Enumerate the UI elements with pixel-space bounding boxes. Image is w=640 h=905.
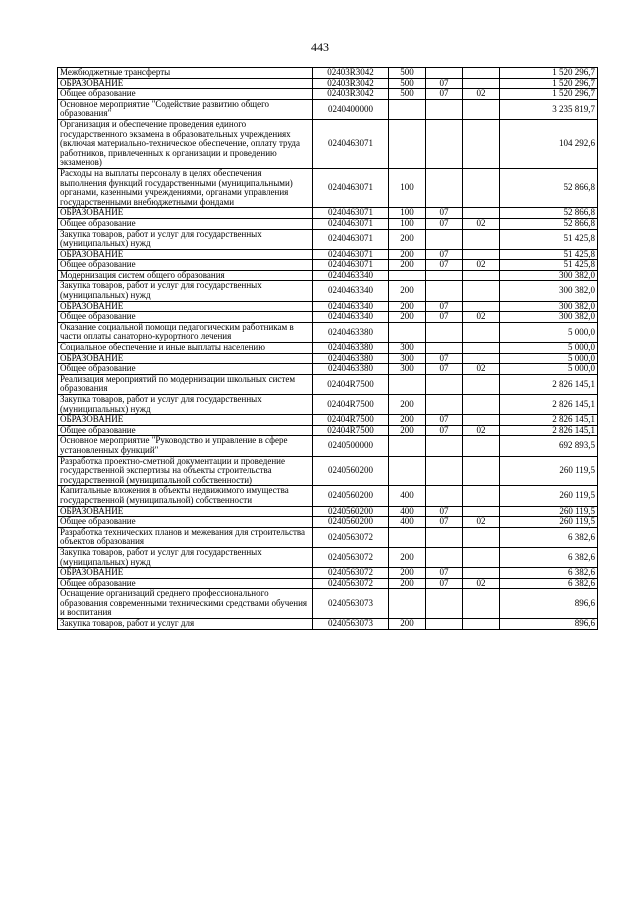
row-name-cell: ОБРАЗОВАНИЕ <box>58 506 313 517</box>
amount-cell: 5 000,0 <box>500 322 598 342</box>
expense-type-cell <box>389 99 426 119</box>
expense-type-cell: 400 <box>389 517 426 528</box>
row-name-cell: Социальное обеспечение и иные выплаты населению <box>58 343 313 354</box>
row-name-cell: Закупка товаров, работ и услуг для государственных (муниципальных) нужд <box>58 229 313 249</box>
table-row <box>58 395 598 415</box>
target-article-cell: 0240563072 <box>313 527 389 547</box>
expense-type-cell <box>389 322 426 342</box>
expense-type-cell: 200 <box>389 395 426 415</box>
amount-cell: 5 000,0 <box>500 364 598 375</box>
table-row <box>58 506 598 517</box>
table-row <box>58 589 598 619</box>
table-row <box>58 218 598 229</box>
subsection-cell <box>463 547 500 567</box>
row-name-cell: ОБРАЗОВАНИЕ <box>58 249 313 260</box>
expense-type-cell: 500 <box>389 89 426 100</box>
section-cell <box>426 99 463 119</box>
table-row <box>58 229 598 249</box>
page-number: 443 <box>311 40 329 54</box>
table-row <box>58 343 598 354</box>
amount-cell: 260 119,5 <box>500 486 598 506</box>
subsection-cell <box>463 168 500 207</box>
target-article-cell: 02404R7500 <box>313 374 389 394</box>
subsection-cell <box>463 322 500 342</box>
amount-cell: 51 425,8 <box>500 249 598 260</box>
expense-type-cell <box>389 527 426 547</box>
target-article-cell: 02403R3042 <box>313 78 389 89</box>
section-cell <box>426 619 463 630</box>
subsection-cell <box>463 99 500 119</box>
section-cell <box>426 229 463 249</box>
section-cell <box>426 343 463 354</box>
amount-cell: 104 292,6 <box>500 119 598 168</box>
row-name-cell: Оказание социальной помощи педагогическим работникам в части оплаты санаторно-курортного лечения <box>58 322 313 342</box>
budget-table-body <box>58 68 598 630</box>
section-cell: 07 <box>426 260 463 271</box>
section-cell: 07 <box>426 568 463 579</box>
section-cell <box>426 456 463 486</box>
table-row <box>58 89 598 100</box>
amount-cell: 2 826 145,1 <box>500 415 598 426</box>
amount-cell: 300 382,0 <box>500 270 598 281</box>
row-name-cell: Общее образование <box>58 260 313 271</box>
row-name-cell: Разработка технических планов и межевания для строительства объектов образования <box>58 527 313 547</box>
expense-type-cell: 200 <box>389 312 426 323</box>
row-name-cell: Организация и обеспечение проведения единого государственного экзамена в образовательных учреждениях (включая материально-техническое обеспечение, оплату труда работников, привлеченных к организации и проведению экзаменов) <box>58 119 313 168</box>
table-row <box>58 568 598 579</box>
expense-type-cell <box>389 119 426 168</box>
table-row <box>58 301 598 312</box>
amount-cell: 6 382,6 <box>500 527 598 547</box>
amount-cell: 260 119,5 <box>500 506 598 517</box>
section-cell: 07 <box>426 425 463 436</box>
expense-type-cell <box>389 270 426 281</box>
section-cell <box>426 436 463 456</box>
table-row <box>58 374 598 394</box>
target-article-cell: 0240463380 <box>313 364 389 375</box>
amount-cell: 6 382,6 <box>500 547 598 567</box>
row-name-cell: ОБРАЗОВАНИЕ <box>58 353 313 364</box>
table-row <box>58 415 598 426</box>
row-name-cell: ОБРАЗОВАНИЕ <box>58 301 313 312</box>
amount-cell: 52 866,8 <box>500 168 598 207</box>
subsection-cell <box>463 229 500 249</box>
subsection-cell: 02 <box>463 517 500 528</box>
subsection-cell: 02 <box>463 578 500 589</box>
expense-type-cell: 300 <box>389 364 426 375</box>
table-row <box>58 270 598 281</box>
subsection-cell <box>463 568 500 579</box>
expense-type-cell: 400 <box>389 486 426 506</box>
section-cell <box>426 322 463 342</box>
amount-cell: 300 382,0 <box>500 301 598 312</box>
table-row <box>58 547 598 567</box>
expense-type-cell: 100 <box>389 168 426 207</box>
section-cell: 07 <box>426 353 463 364</box>
subsection-cell: 02 <box>463 260 500 271</box>
expense-type-cell <box>389 374 426 394</box>
target-article-cell: 0240400000 <box>313 99 389 119</box>
row-name-cell: Общее образование <box>58 218 313 229</box>
row-name-cell: Капитальные вложения в объекты недвижимого имущества государственной (муниципальной) собственности <box>58 486 313 506</box>
table-row <box>58 312 598 323</box>
target-article-cell: 0240463380 <box>313 353 389 364</box>
section-cell: 07 <box>426 78 463 89</box>
amount-cell: 6 382,6 <box>500 578 598 589</box>
section-cell: 07 <box>426 506 463 517</box>
target-article-cell: 0240500000 <box>313 436 389 456</box>
target-article-cell: 0240463071 <box>313 249 389 260</box>
table-row <box>58 619 598 630</box>
subsection-cell: 02 <box>463 218 500 229</box>
expense-type-cell: 500 <box>389 68 426 79</box>
target-article-cell: 0240463340 <box>313 312 389 323</box>
expense-type-cell <box>389 456 426 486</box>
amount-cell: 896,6 <box>500 619 598 630</box>
expense-type-cell: 200 <box>389 547 426 567</box>
target-article-cell: 02404R7500 <box>313 425 389 436</box>
subsection-cell: 02 <box>463 425 500 436</box>
expense-type-cell: 200 <box>389 229 426 249</box>
table-row <box>58 119 598 168</box>
table-row <box>58 99 598 119</box>
target-article-cell: 0240560200 <box>313 517 389 528</box>
table-row <box>58 168 598 207</box>
subsection-cell <box>463 395 500 415</box>
expense-type-cell <box>389 436 426 456</box>
row-name-cell: Разработка проектно-сметной документации и проведение государственной экспертизы на объекты строительства государственной (муниципальной собственности) <box>58 456 313 486</box>
row-name-cell: ОБРАЗОВАНИЕ <box>58 78 313 89</box>
row-name-cell: Закупка товаров, работ и услуг для <box>58 619 313 630</box>
section-cell <box>426 270 463 281</box>
expense-type-cell: 200 <box>389 425 426 436</box>
amount-cell: 1 520 296,7 <box>500 89 598 100</box>
row-name-cell: Общее образование <box>58 517 313 528</box>
subsection-cell <box>463 527 500 547</box>
expense-type-cell: 300 <box>389 353 426 364</box>
subsection-cell: 02 <box>463 312 500 323</box>
amount-cell: 260 119,5 <box>500 456 598 486</box>
target-article-cell: 0240560200 <box>313 486 389 506</box>
subsection-cell: 02 <box>463 364 500 375</box>
target-article-cell: 0240563072 <box>313 568 389 579</box>
amount-cell: 300 382,0 <box>500 312 598 323</box>
section-cell <box>426 68 463 79</box>
subsection-cell <box>463 119 500 168</box>
table-row <box>58 78 598 89</box>
amount-cell: 300 382,0 <box>500 281 598 301</box>
section-cell: 07 <box>426 208 463 219</box>
table-row <box>58 208 598 219</box>
row-name-cell: Основное мероприятие "Содействие развитию общего образования" <box>58 99 313 119</box>
subsection-cell <box>463 68 500 79</box>
target-article-cell: 0240463071 <box>313 260 389 271</box>
row-name-cell: Реализация мероприятий по модернизации школьных систем образования <box>58 374 313 394</box>
section-cell <box>426 486 463 506</box>
subsection-cell <box>463 208 500 219</box>
target-article-cell: 0240563073 <box>313 589 389 619</box>
expense-type-cell: 500 <box>389 78 426 89</box>
subsection-cell <box>463 78 500 89</box>
row-name-cell: ОБРАЗОВАНИЕ <box>58 208 313 219</box>
section-cell <box>426 281 463 301</box>
amount-cell: 5 000,0 <box>500 343 598 354</box>
target-article-cell: 0240463380 <box>313 322 389 342</box>
amount-cell: 692 893,5 <box>500 436 598 456</box>
expense-type-cell: 400 <box>389 506 426 517</box>
table-row <box>58 68 598 79</box>
row-name-cell: Модернизация систем общего образования <box>58 270 313 281</box>
subsection-cell <box>463 301 500 312</box>
subsection-cell <box>463 506 500 517</box>
subsection-cell <box>463 436 500 456</box>
row-name-cell: Закупка товаров, работ и услуг для государственных (муниципальных) нужд <box>58 547 313 567</box>
section-cell: 07 <box>426 517 463 528</box>
table-row <box>58 249 598 260</box>
subsection-cell: 02 <box>463 89 500 100</box>
row-name-cell: Общее образование <box>58 312 313 323</box>
table-row <box>58 486 598 506</box>
section-cell: 07 <box>426 218 463 229</box>
subsection-cell <box>463 353 500 364</box>
amount-cell: 52 866,8 <box>500 218 598 229</box>
target-article-cell: 0240463340 <box>313 270 389 281</box>
section-cell: 07 <box>426 364 463 375</box>
table-row <box>58 436 598 456</box>
target-article-cell: 02403R3042 <box>313 68 389 79</box>
expense-type-cell <box>389 589 426 619</box>
subsection-cell <box>463 619 500 630</box>
table-row <box>58 260 598 271</box>
target-article-cell: 0240463071 <box>313 119 389 168</box>
target-article-cell: 0240563072 <box>313 547 389 567</box>
target-article-cell: 02404R7500 <box>313 395 389 415</box>
amount-cell: 1 520 296,7 <box>500 68 598 79</box>
expense-type-cell: 200 <box>389 568 426 579</box>
amount-cell: 2 826 145,1 <box>500 425 598 436</box>
section-cell: 07 <box>426 249 463 260</box>
subsection-cell <box>463 270 500 281</box>
row-name-cell: ОБРАЗОВАНИЕ <box>58 568 313 579</box>
row-name-cell: Основное мероприятие "Руководство и управление в сфере установленных функций" <box>58 436 313 456</box>
amount-cell: 2 826 145,1 <box>500 395 598 415</box>
table-row <box>58 456 598 486</box>
table-row <box>58 353 598 364</box>
expense-type-cell: 300 <box>389 343 426 354</box>
expense-type-cell: 200 <box>389 260 426 271</box>
subsection-cell <box>463 249 500 260</box>
target-article-cell: 0240463071 <box>313 168 389 207</box>
amount-cell: 5 000,0 <box>500 353 598 364</box>
section-cell <box>426 119 463 168</box>
expense-type-cell: 100 <box>389 218 426 229</box>
amount-cell: 51 425,8 <box>500 229 598 249</box>
row-name-cell: Оснащение организаций среднего профессионального образования современными техническими средствами обучения и воспитания <box>58 589 313 619</box>
table-row <box>58 517 598 528</box>
section-cell <box>426 547 463 567</box>
table-row <box>58 364 598 375</box>
section-cell <box>426 395 463 415</box>
amount-cell: 1 520 296,7 <box>500 78 598 89</box>
target-article-cell: 0240463380 <box>313 343 389 354</box>
section-cell: 07 <box>426 301 463 312</box>
section-cell <box>426 589 463 619</box>
expense-type-cell: 200 <box>389 281 426 301</box>
row-name-cell: Расходы на выплаты персоналу в целях обеспечения выполнения функций государственными (муниципальными) органами, казенными учреждениями, органами управления государственными внебюджетными фондами <box>58 168 313 207</box>
target-article-cell: 0240463340 <box>313 301 389 312</box>
expense-type-cell: 100 <box>389 208 426 219</box>
table-row <box>58 281 598 301</box>
section-cell <box>426 527 463 547</box>
row-name-cell: Общее образование <box>58 578 313 589</box>
section-cell: 07 <box>426 312 463 323</box>
amount-cell: 52 866,8 <box>500 208 598 219</box>
target-article-cell: 0240560200 <box>313 506 389 517</box>
row-name-cell: Общее образование <box>58 89 313 100</box>
expense-type-cell: 200 <box>389 415 426 426</box>
row-name-cell: Межбюджетные трансферты <box>58 68 313 79</box>
section-cell: 07 <box>426 415 463 426</box>
amount-cell: 2 826 145,1 <box>500 374 598 394</box>
expense-type-cell: 200 <box>389 301 426 312</box>
row-name-cell: Общее образование <box>58 425 313 436</box>
section-cell: 07 <box>426 578 463 589</box>
target-article-cell: 0240560200 <box>313 456 389 486</box>
target-article-cell: 02403R3042 <box>313 89 389 100</box>
subsection-cell <box>463 343 500 354</box>
subsection-cell <box>463 589 500 619</box>
budget-table <box>57 67 598 630</box>
section-cell <box>426 374 463 394</box>
target-article-cell: 0240463071 <box>313 208 389 219</box>
table-row <box>58 527 598 547</box>
amount-cell: 896,6 <box>500 589 598 619</box>
row-name-cell: Закупка товаров, работ и услуг для государственных (муниципальных) нужд <box>58 395 313 415</box>
table-row <box>58 578 598 589</box>
section-cell <box>426 168 463 207</box>
amount-cell: 260 119,5 <box>500 517 598 528</box>
target-article-cell: 0240563073 <box>313 619 389 630</box>
row-name-cell: Общее образование <box>58 364 313 375</box>
row-name-cell: Закупка товаров, работ и услуг для государственных (муниципальных) нужд <box>58 281 313 301</box>
expense-type-cell: 200 <box>389 619 426 630</box>
subsection-cell <box>463 374 500 394</box>
row-name-cell: ОБРАЗОВАНИЕ <box>58 415 313 426</box>
section-cell: 07 <box>426 89 463 100</box>
table-row <box>58 322 598 342</box>
table-row <box>58 425 598 436</box>
amount-cell: 3 235 819,7 <box>500 99 598 119</box>
target-article-cell: 0240463071 <box>313 229 389 249</box>
target-article-cell: 02404R7500 <box>313 415 389 426</box>
target-article-cell: 0240463071 <box>313 218 389 229</box>
subsection-cell <box>463 281 500 301</box>
expense-type-cell: 200 <box>389 249 426 260</box>
target-article-cell: 0240463340 <box>313 281 389 301</box>
target-article-cell: 0240563072 <box>313 578 389 589</box>
expense-type-cell: 200 <box>389 578 426 589</box>
subsection-cell <box>463 415 500 426</box>
subsection-cell <box>463 456 500 486</box>
amount-cell: 51 425,8 <box>500 260 598 271</box>
subsection-cell <box>463 486 500 506</box>
amount-cell: 6 382,6 <box>500 568 598 579</box>
